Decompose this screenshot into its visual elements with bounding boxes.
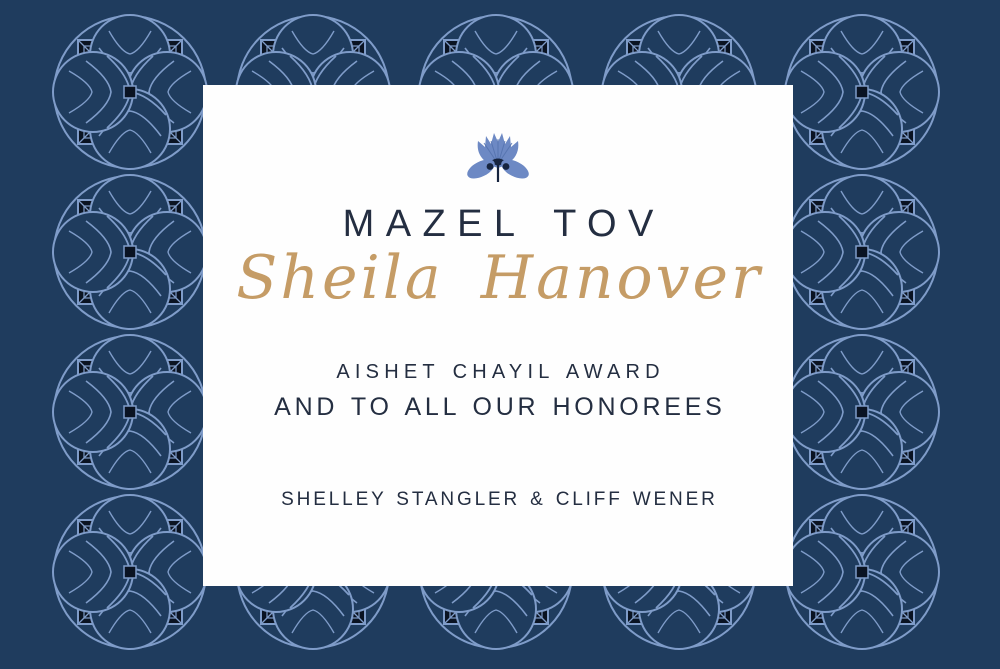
- honorees-subtitle: [203, 393, 793, 422]
- fan-flower-icon: [464, 127, 532, 189]
- honoree-name-text: Sheila Hanover: [236, 243, 763, 313]
- title-mazel-tov: [203, 203, 793, 246]
- pattern-medallion: [785, 495, 939, 649]
- pattern-medallion: [53, 175, 207, 329]
- signatories-text: SHELLEY STANGLER & CLIFF WENER: [281, 489, 718, 510]
- pattern-medallion: [53, 335, 207, 489]
- honoree-name: [203, 243, 793, 313]
- pattern-medallion: [785, 15, 939, 169]
- award-title: [203, 361, 793, 384]
- pattern-medallion: [785, 335, 939, 489]
- signatories: [203, 489, 793, 511]
- title-text: MAZEL TOV: [342, 203, 665, 245]
- award-title-text: AISHET CHAYIL AWARD: [336, 361, 665, 383]
- announcement-card: [203, 85, 793, 586]
- honorees-subtitle-text: AND TO ALL OUR HONOREES: [274, 393, 726, 421]
- pattern-medallion: [53, 15, 207, 169]
- pattern-medallion: [53, 495, 207, 649]
- pattern-medallion: [785, 175, 939, 329]
